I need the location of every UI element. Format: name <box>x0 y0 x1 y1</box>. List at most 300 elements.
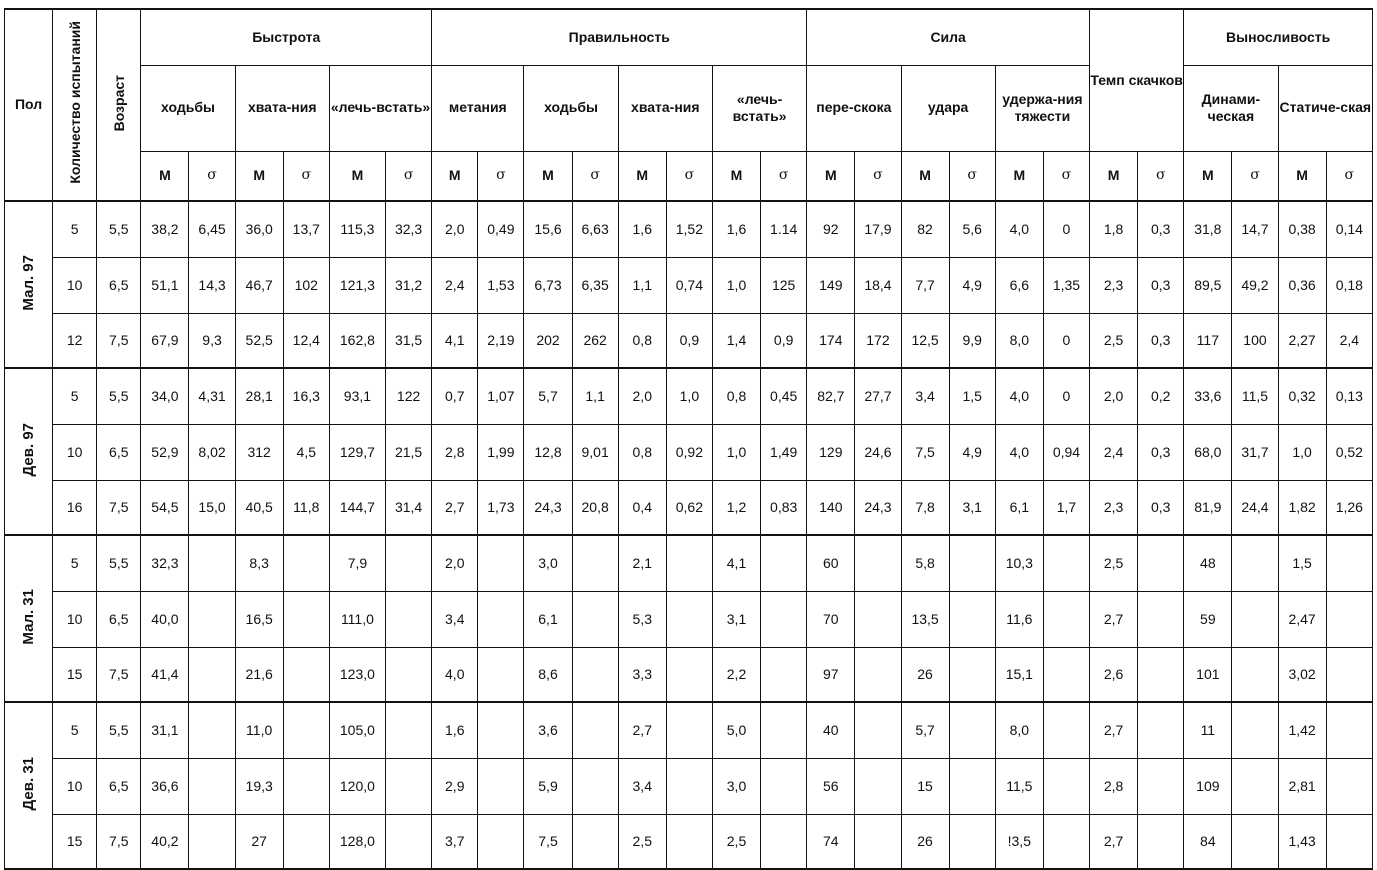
table-cell <box>478 702 524 758</box>
table-row <box>5 201 1373 257</box>
table-cell: 2,5 <box>1090 535 1138 591</box>
table-cell <box>572 647 618 702</box>
table-cell: 11,8 <box>283 480 329 535</box>
table-cell <box>283 814 329 869</box>
table-cell: 0,45 <box>761 368 807 424</box>
table-cell: 81,9 <box>1184 480 1232 535</box>
table-cell: 9,01 <box>572 424 618 480</box>
table-cell <box>1043 591 1089 647</box>
table-cell: 11,5 <box>995 758 1043 814</box>
table-cell: 0,94 <box>1043 424 1089 480</box>
table-cell: 11,5 <box>1232 368 1278 424</box>
table-row <box>5 814 1373 869</box>
table-cell <box>1326 702 1372 758</box>
table-cell: 92 <box>807 201 855 257</box>
table-cell: 12,8 <box>524 424 572 480</box>
table-cell: 5 <box>53 535 97 591</box>
table-cell: 8,3 <box>235 535 283 591</box>
table-cell: 1,35 <box>1043 257 1089 313</box>
table-cell: 6,73 <box>524 257 572 313</box>
table-cell: 0 <box>1043 313 1089 368</box>
table-cell <box>572 535 618 591</box>
table-cell: 40,5 <box>235 480 283 535</box>
table-cell <box>283 758 329 814</box>
table-cell: 10 <box>53 257 97 313</box>
table-cell: 49,2 <box>1232 257 1278 313</box>
header-metania: метания <box>432 65 524 151</box>
table-cell: 122 <box>386 368 432 424</box>
table-row <box>5 257 1373 313</box>
table-cell: 26 <box>901 647 949 702</box>
table-cell: 84 <box>1184 814 1232 869</box>
table-cell: 24,3 <box>855 480 901 535</box>
group-label: Дев. 97 <box>5 368 53 535</box>
table-cell: 7,5 <box>524 814 572 869</box>
table-cell <box>666 758 712 814</box>
table-cell: 2,7 <box>1090 702 1138 758</box>
table-cell: 52,5 <box>235 313 283 368</box>
table-cell: 60 <box>807 535 855 591</box>
table-cell: 102 <box>283 257 329 313</box>
table-cell: 21,6 <box>235 647 283 702</box>
header-sigma: σ <box>478 151 524 201</box>
table-cell: 0,32 <box>1278 368 1326 424</box>
table-cell: 5 <box>53 368 97 424</box>
table-cell: 15,0 <box>189 480 235 535</box>
table-cell: 5,3 <box>618 591 666 647</box>
header-m: М <box>712 151 760 201</box>
table-cell: 6,1 <box>995 480 1043 535</box>
header-bystrota: Быстрота <box>141 9 432 65</box>
header-m: М <box>432 151 478 201</box>
table-cell: 2,0 <box>432 201 478 257</box>
table-cell: 109 <box>1184 758 1232 814</box>
table-cell: 129,7 <box>329 424 385 480</box>
header-m: М <box>807 151 855 201</box>
table-cell: 0,52 <box>1326 424 1372 480</box>
table-cell: 12 <box>53 313 97 368</box>
table-cell: 0 <box>1043 201 1089 257</box>
table-cell: 31,4 <box>386 480 432 535</box>
table-cell: 56 <box>807 758 855 814</box>
header-row-stats <box>5 151 1373 201</box>
table-cell: 111,0 <box>329 591 385 647</box>
table-cell <box>1326 758 1372 814</box>
table-cell: 10 <box>53 591 97 647</box>
table-cell <box>855 814 901 869</box>
table-cell: 7,8 <box>901 480 949 535</box>
header-dinamicheskaya: Динами-ческая <box>1184 65 1278 151</box>
table-cell <box>386 814 432 869</box>
header-m: М <box>618 151 666 201</box>
table-cell: 13,7 <box>283 201 329 257</box>
table-cell: 3,02 <box>1278 647 1326 702</box>
table-cell: 105,0 <box>329 702 385 758</box>
table-cell: 27,7 <box>855 368 901 424</box>
table-cell: 0,3 <box>1138 480 1184 535</box>
table-cell: 16,5 <box>235 591 283 647</box>
table-cell: 28,1 <box>235 368 283 424</box>
table-row <box>5 480 1373 535</box>
table-cell: 10,3 <box>995 535 1043 591</box>
header-pol: Пол <box>5 9 53 201</box>
table-cell <box>478 758 524 814</box>
table-cell: 2,0 <box>618 368 666 424</box>
table-cell <box>761 647 807 702</box>
table-cell <box>386 758 432 814</box>
table-cell: 15,1 <box>995 647 1043 702</box>
table-cell: 36,0 <box>235 201 283 257</box>
table-cell: 6,1 <box>524 591 572 647</box>
table-cell <box>189 758 235 814</box>
table-cell: 26 <box>901 814 949 869</box>
table-cell: 89,5 <box>1184 257 1232 313</box>
table-cell: 0,9 <box>761 313 807 368</box>
table-cell: 11,0 <box>235 702 283 758</box>
table-cell: 8,6 <box>524 647 572 702</box>
table-cell: 312 <box>235 424 283 480</box>
table-cell: 0,2 <box>1138 368 1184 424</box>
table-body <box>5 201 1373 869</box>
table-cell: 3,0 <box>712 758 760 814</box>
table-cell <box>283 702 329 758</box>
table-cell: 24,3 <box>524 480 572 535</box>
table-cell: 32,3 <box>386 201 432 257</box>
table-cell: 7,5 <box>97 814 141 869</box>
header-udara: удара <box>901 65 995 151</box>
table-cell: 3,0 <box>524 535 572 591</box>
header-sigma: σ <box>761 151 807 201</box>
table-cell <box>1138 647 1184 702</box>
table-cell: 31,7 <box>1232 424 1278 480</box>
table-cell: 0,3 <box>1138 257 1184 313</box>
table-cell <box>1326 647 1372 702</box>
table-cell: 117 <box>1184 313 1232 368</box>
table-cell: 0,4 <box>618 480 666 535</box>
header-kolichestvo: Количество испытаний <box>53 9 97 201</box>
table-cell: 7,5 <box>97 480 141 535</box>
table-cell <box>189 647 235 702</box>
table-cell <box>1232 702 1278 758</box>
table-cell: 1,42 <box>1278 702 1326 758</box>
header-row-groups <box>5 9 1373 65</box>
table-cell <box>572 591 618 647</box>
table-cell: 14,7 <box>1232 201 1278 257</box>
table-cell: 10 <box>53 424 97 480</box>
table-cell <box>189 702 235 758</box>
table-row <box>5 702 1373 758</box>
table-cell <box>189 814 235 869</box>
header-sigma: σ <box>283 151 329 201</box>
table-cell: 101 <box>1184 647 1232 702</box>
table-cell <box>666 814 712 869</box>
table-cell <box>949 647 995 702</box>
table-cell: 11,6 <box>995 591 1043 647</box>
table-cell: 31,1 <box>141 702 189 758</box>
table-cell: 7,5 <box>97 647 141 702</box>
table-cell: 52,9 <box>141 424 189 480</box>
table-cell: 1,5 <box>1278 535 1326 591</box>
table-cell: 2,27 <box>1278 313 1326 368</box>
table-cell: 14,3 <box>189 257 235 313</box>
table-cell: 2,5 <box>1090 313 1138 368</box>
header-sigma: σ <box>1043 151 1089 201</box>
table-cell: 97 <box>807 647 855 702</box>
table-cell: 0,8 <box>618 313 666 368</box>
table-cell: 2,7 <box>432 480 478 535</box>
table-cell: 0,14 <box>1326 201 1372 257</box>
table-cell: 2,5 <box>618 814 666 869</box>
table-cell: 16 <box>53 480 97 535</box>
table-row <box>5 424 1373 480</box>
table-cell: 40 <box>807 702 855 758</box>
table-cell: 1,07 <box>478 368 524 424</box>
table-cell <box>478 647 524 702</box>
table-cell <box>1232 591 1278 647</box>
table-cell: 32,3 <box>141 535 189 591</box>
table-cell: 162,8 <box>329 313 385 368</box>
table-cell: 1,7 <box>1043 480 1089 535</box>
header-hodby-speed: ходьбы <box>141 65 235 151</box>
table-cell <box>1043 814 1089 869</box>
table-cell: 17,9 <box>855 201 901 257</box>
table-cell: 3,4 <box>432 591 478 647</box>
table-cell <box>478 814 524 869</box>
table-cell: 0,8 <box>712 368 760 424</box>
table-cell: 48 <box>1184 535 1232 591</box>
table-cell <box>949 591 995 647</box>
table-cell: 1,99 <box>478 424 524 480</box>
table-cell: 5,8 <box>901 535 949 591</box>
table-cell: 5 <box>53 702 97 758</box>
table-cell: 4,9 <box>949 257 995 313</box>
table-cell <box>386 591 432 647</box>
table-cell: 0 <box>1043 368 1089 424</box>
table-cell: 40,0 <box>141 591 189 647</box>
table-cell: 6,6 <box>995 257 1043 313</box>
table-cell <box>189 591 235 647</box>
table-cell <box>855 758 901 814</box>
header-m: М <box>1184 151 1232 201</box>
table-cell: 5 <box>53 201 97 257</box>
table-cell: 6,45 <box>189 201 235 257</box>
table-cell <box>283 647 329 702</box>
table-cell <box>855 535 901 591</box>
table-cell: 1,0 <box>712 257 760 313</box>
table-cell: 0,13 <box>1326 368 1372 424</box>
table-cell: 8,02 <box>189 424 235 480</box>
header-sigma: σ <box>1326 151 1372 201</box>
table-cell: 67,9 <box>141 313 189 368</box>
table-cell: 70 <box>807 591 855 647</box>
table-cell: 128,0 <box>329 814 385 869</box>
table-cell: 5,7 <box>524 368 572 424</box>
table-cell: 68,0 <box>1184 424 1232 480</box>
table-cell: 4,31 <box>189 368 235 424</box>
table-cell: 1,1 <box>618 257 666 313</box>
header-sigma: σ <box>572 151 618 201</box>
table-cell <box>1138 535 1184 591</box>
table-cell: 3,4 <box>618 758 666 814</box>
table-cell: 13,5 <box>901 591 949 647</box>
table-cell: 0,8 <box>618 424 666 480</box>
table-cell: 6,5 <box>97 591 141 647</box>
table-cell: 100 <box>1232 313 1278 368</box>
table-cell: 4,1 <box>432 313 478 368</box>
table-cell <box>666 591 712 647</box>
table-cell: 5,0 <box>712 702 760 758</box>
header-uderzhania: удержа-ния тяжести <box>995 65 1089 151</box>
table-cell: 33,6 <box>1184 368 1232 424</box>
table-cell: 36,6 <box>141 758 189 814</box>
table-cell: 2,0 <box>432 535 478 591</box>
table-cell: 2,0 <box>1090 368 1138 424</box>
table-cell: 4,0 <box>995 368 1043 424</box>
table-cell: 15 <box>53 814 97 869</box>
table-cell: 2,7 <box>1090 591 1138 647</box>
table-cell <box>478 591 524 647</box>
table-cell <box>949 535 995 591</box>
table-cell: 1,82 <box>1278 480 1326 535</box>
table-cell: 31,5 <box>386 313 432 368</box>
table-cell: 11 <box>1184 702 1232 758</box>
group-label: Мал. 97 <box>5 201 53 368</box>
table-cell: 121,3 <box>329 257 385 313</box>
table-cell <box>761 758 807 814</box>
table-cell: 5,5 <box>97 702 141 758</box>
table-cell: 1,6 <box>712 201 760 257</box>
data-table <box>4 8 1373 870</box>
table-cell: 1,4 <box>712 313 760 368</box>
table-cell: 174 <box>807 313 855 368</box>
table-row <box>5 647 1373 702</box>
table-cell: 1,53 <box>478 257 524 313</box>
table-cell <box>761 814 807 869</box>
table-cell <box>666 702 712 758</box>
table-cell: 5,5 <box>97 368 141 424</box>
table-cell: 7,7 <box>901 257 949 313</box>
table-cell: 0,3 <box>1138 424 1184 480</box>
table-cell: 129 <box>807 424 855 480</box>
table-cell <box>1138 758 1184 814</box>
table-cell: 59 <box>1184 591 1232 647</box>
header-staticheskaya: Статиче-ская <box>1278 65 1372 151</box>
table-cell: 7,5 <box>97 313 141 368</box>
table-cell: 144,7 <box>329 480 385 535</box>
table-cell: 9,3 <box>189 313 235 368</box>
table-cell: 1.14 <box>761 201 807 257</box>
table-cell: 1,73 <box>478 480 524 535</box>
table-row <box>5 368 1373 424</box>
table-cell <box>761 535 807 591</box>
table-cell: 1,43 <box>1278 814 1326 869</box>
table-cell: 24,4 <box>1232 480 1278 535</box>
header-hvatania-accuracy: хвата-ния <box>618 65 712 151</box>
table-cell: 5,9 <box>524 758 572 814</box>
table-cell: 8,0 <box>995 702 1043 758</box>
header-sigma: σ <box>386 151 432 201</box>
table-cell <box>572 758 618 814</box>
table-cell <box>666 535 712 591</box>
table-cell: 2,47 <box>1278 591 1326 647</box>
header-m: М <box>329 151 385 201</box>
header-hodby-accuracy: ходьбы <box>524 65 618 151</box>
table-cell: 10 <box>53 758 97 814</box>
table-cell: 1,2 <box>712 480 760 535</box>
table-row <box>5 313 1373 368</box>
table-cell: 4,5 <box>283 424 329 480</box>
table-cell: 2,4 <box>1090 424 1138 480</box>
header-sigma: σ <box>949 151 995 201</box>
table-cell <box>1043 647 1089 702</box>
table-cell: 1,8 <box>1090 201 1138 257</box>
table-cell: 0,36 <box>1278 257 1326 313</box>
table-cell: 2,5 <box>712 814 760 869</box>
header-pravilnost: Правильность <box>432 9 807 65</box>
table-cell: 82 <box>901 201 949 257</box>
table-cell: 1,6 <box>432 702 478 758</box>
table-cell: 2,81 <box>1278 758 1326 814</box>
table-cell: 15 <box>53 647 97 702</box>
table-cell: 0,83 <box>761 480 807 535</box>
header-sigma: σ <box>189 151 235 201</box>
table-cell: 38,2 <box>141 201 189 257</box>
table-cell <box>1232 814 1278 869</box>
header-sigma: σ <box>1232 151 1278 201</box>
table-cell: 2,3 <box>1090 257 1138 313</box>
table-cell <box>386 702 432 758</box>
table-cell <box>1326 814 1372 869</box>
table-cell: 1,0 <box>1278 424 1326 480</box>
table-cell: 115,3 <box>329 201 385 257</box>
table-cell: 2,8 <box>432 424 478 480</box>
table-cell: 3,7 <box>432 814 478 869</box>
table-cell: 1,6 <box>618 201 666 257</box>
table-cell <box>1043 535 1089 591</box>
table-cell: 5,5 <box>97 535 141 591</box>
header-temp: Темп скачков <box>1090 9 1184 151</box>
header-m: М <box>1090 151 1138 201</box>
table-cell: 140 <box>807 480 855 535</box>
table-cell: 202 <box>524 313 572 368</box>
table-row <box>5 758 1373 814</box>
table-cell: 82,7 <box>807 368 855 424</box>
table-cell: 12,5 <box>901 313 949 368</box>
header-sigma: σ <box>855 151 901 201</box>
table-cell <box>1138 591 1184 647</box>
table-cell: 15,6 <box>524 201 572 257</box>
table-cell: 5,7 <box>901 702 949 758</box>
table-cell <box>1043 758 1089 814</box>
table-cell: 1,49 <box>761 424 807 480</box>
header-vynoslivost: Выносливость <box>1184 9 1373 65</box>
table-cell: 149 <box>807 257 855 313</box>
table-cell: 5,5 <box>97 201 141 257</box>
table-cell: 125 <box>761 257 807 313</box>
table-cell: 0,74 <box>666 257 712 313</box>
table-cell <box>1138 702 1184 758</box>
table-cell: 8,0 <box>995 313 1043 368</box>
table-cell <box>949 702 995 758</box>
table-cell: 0,92 <box>666 424 712 480</box>
table-cell: 6,35 <box>572 257 618 313</box>
table-cell: 0,3 <box>1138 201 1184 257</box>
table-cell: 20,8 <box>572 480 618 535</box>
table-cell: 4,0 <box>995 424 1043 480</box>
table-cell: 2,7 <box>1090 814 1138 869</box>
table-cell: 7,5 <box>901 424 949 480</box>
table-cell: 1,0 <box>666 368 712 424</box>
